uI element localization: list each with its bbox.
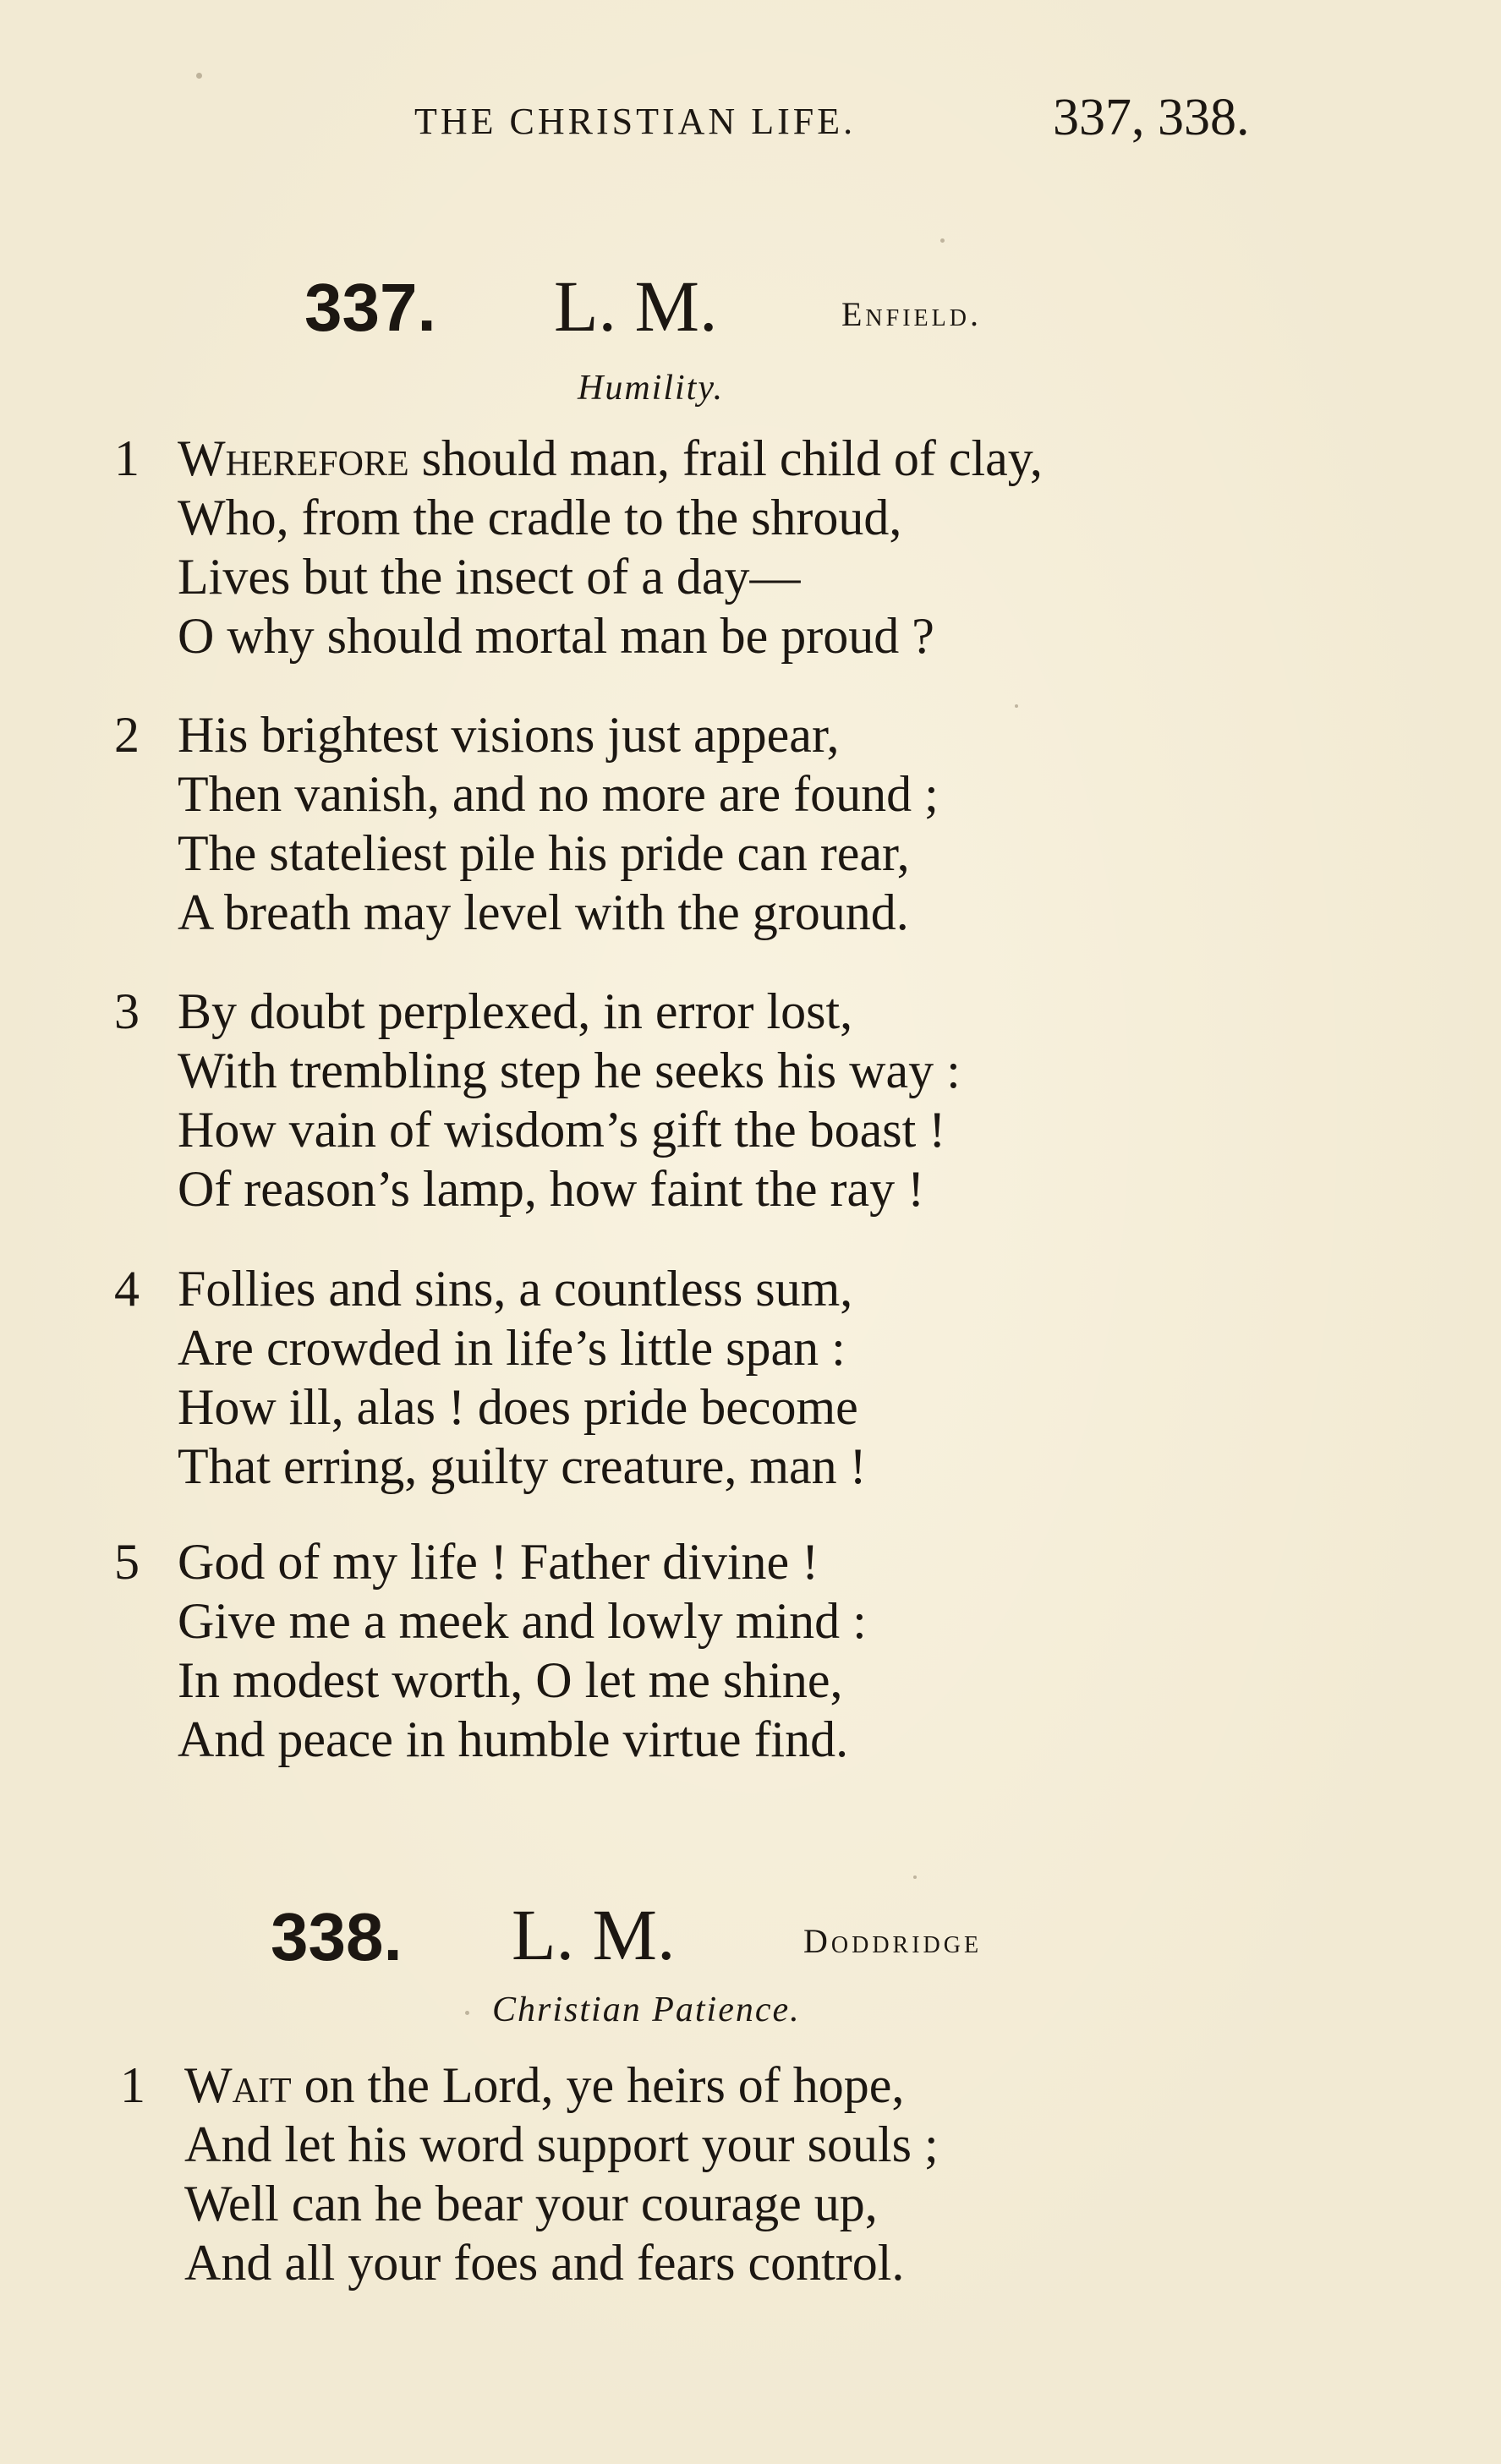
verse-line: In modest worth, O let me shine, xyxy=(178,1652,843,1708)
verse-line: Follies and sins, a countless sum, xyxy=(178,1261,853,1317)
hymn-meter: L. M. xyxy=(512,1894,676,1975)
verse-line: Of reason’s lamp, how faint the ray ! xyxy=(178,1161,925,1217)
verse-line: Well can he bear your courage up, xyxy=(184,2176,878,2231)
page-numbers: 337, 338. xyxy=(1053,89,1250,146)
verse-line: How ill, alas ! does pride become xyxy=(178,1379,858,1435)
paper-speck xyxy=(1015,704,1018,708)
hymn-composer: Enfield. xyxy=(841,295,982,333)
verse-line: Are crowded in life’s little span : xyxy=(178,1320,846,1376)
verse-first-word: Wherefore xyxy=(178,430,409,486)
verse-line: That erring, guilty creature, man ! xyxy=(178,1438,867,1494)
hymn-number: 337. xyxy=(304,270,436,345)
stanza-number: 1 xyxy=(120,2057,145,2113)
stanza-number: 1 xyxy=(114,430,140,486)
hymn-composer: Doddridge xyxy=(803,1922,983,1960)
verse-line: Who, from the cradle to the shroud, xyxy=(178,490,902,545)
verse-line: And peace in humble virtue find. xyxy=(178,1711,849,1767)
verse-line: And let his word support your souls ; xyxy=(184,2116,939,2172)
stanza-number: 3 xyxy=(114,983,140,1039)
verse-line-rest: on the Lord, ye heirs of hope, xyxy=(291,2057,905,2113)
running-head-title: THE CHRISTIAN LIFE. xyxy=(414,101,857,142)
hymn-subtitle: Christian Patience. xyxy=(492,1990,801,2029)
verse-line: His brightest visions just appear, xyxy=(178,707,840,763)
verse-line-rest: should man, frail child of clay, xyxy=(408,430,1043,486)
hymn-number: 338. xyxy=(271,1899,403,1974)
verse-line: God of my life ! Father divine ! xyxy=(178,1534,819,1590)
paper-speck xyxy=(196,73,202,79)
verse-line: A breath may level with the ground. xyxy=(178,884,909,940)
verse-line: Give me a meek and lowly mind : xyxy=(178,1593,867,1649)
verse-line: And all your foes and fears control. xyxy=(184,2235,905,2291)
verse-line: O why should mortal man be proud ? xyxy=(178,608,934,664)
verse-line: The stateliest pile his pride can rear, xyxy=(178,825,910,881)
stanza-number: 4 xyxy=(114,1261,140,1317)
verse-line xyxy=(178,430,1043,488)
paper-speck xyxy=(940,238,945,243)
verse-line xyxy=(184,2056,904,2115)
verse-line: Lives but the insect of a day— xyxy=(178,549,801,605)
verse-first-word: Wait xyxy=(184,2057,292,2113)
verse-line: With trembling step he seeks his way : xyxy=(178,1043,961,1098)
paper-speck xyxy=(913,1875,917,1879)
verse-line: How vain of wisdom’s gift the boast ! xyxy=(178,1102,946,1158)
verse-line: By doubt perplexed, in error lost, xyxy=(178,983,853,1039)
verse-line: Then vanish, and no more are found ; xyxy=(178,766,939,822)
paper-speck xyxy=(465,2011,469,2015)
hymn-subtitle: Humility. xyxy=(578,369,725,408)
stanza-number: 5 xyxy=(114,1534,140,1590)
hymn-meter: L. M. xyxy=(554,266,718,347)
stanza-number: 2 xyxy=(114,707,140,763)
